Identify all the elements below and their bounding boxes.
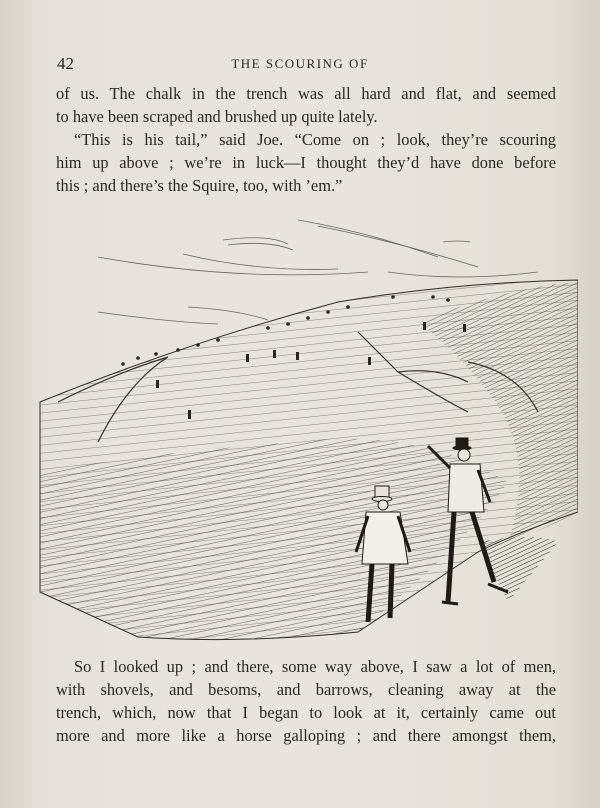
text-line: this ; and there’s the Squire, too, with ’em.” <box>56 176 343 195</box>
page-header <box>0 54 600 74</box>
text-line: more and more like a horse galloping ; and there amongst them, <box>56 726 556 745</box>
text-line: trench, which, now that I began to look at it, certainly came out <box>56 703 556 722</box>
text-line: him up above ; we’re in luck—I thought they’d have done before <box>56 153 556 172</box>
text-line: of us. The chalk in the trench was all hard and flat, and seemed <box>56 84 556 103</box>
text-line: to have been scraped and brushed up quite lately. <box>56 107 378 126</box>
text-line: So I looked up ; and there, some way above, I saw a lot of men, <box>74 657 556 676</box>
text-line: with shovels, and besoms, and barrows, cleaning away at the <box>56 680 556 699</box>
paragraph-bottom <box>56 655 556 747</box>
page-number: 42 <box>57 54 74 73</box>
engraving-illustration <box>38 212 578 644</box>
paragraph-top <box>56 82 556 197</box>
foreground-slope <box>40 439 508 640</box>
running-head: THE SCOURING OF <box>231 56 369 71</box>
text-line: “This is his tail,” said Joe. “Come on ; look, they’re scouring <box>74 130 556 149</box>
